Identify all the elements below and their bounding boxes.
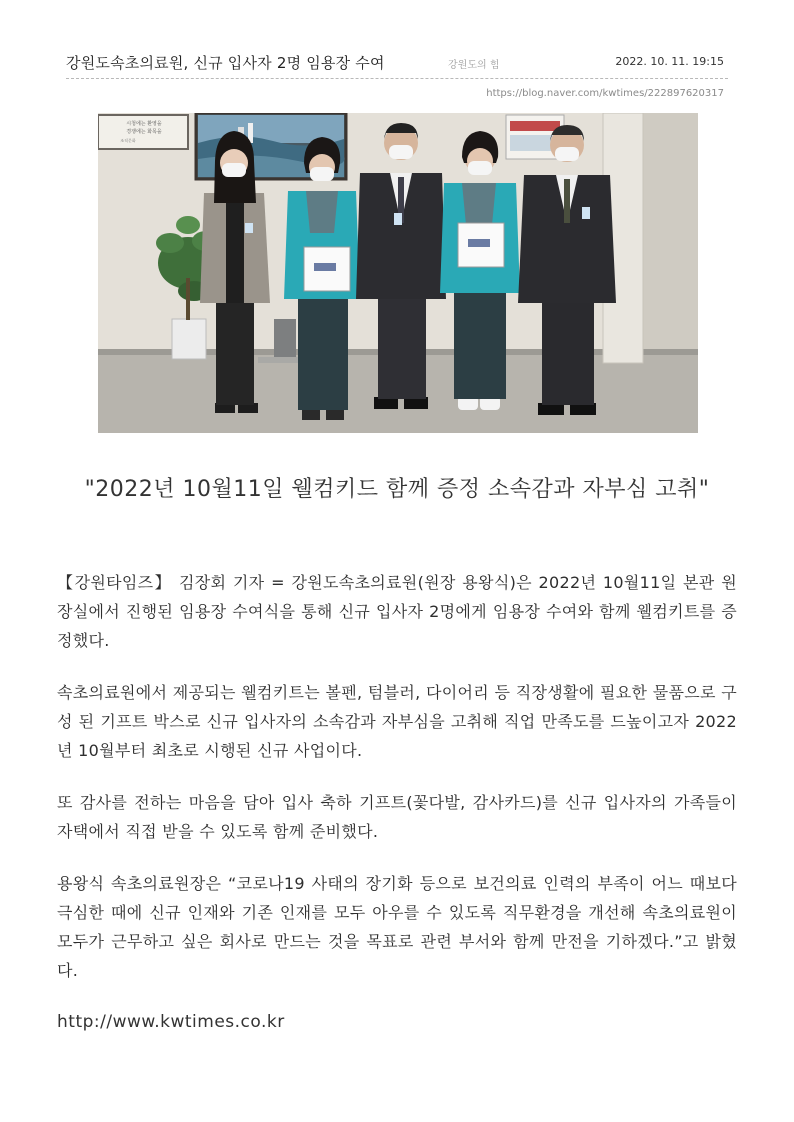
header-divider	[66, 78, 728, 79]
source-label[interactable]: 강원도의 힘	[448, 60, 500, 71]
article-header	[66, 52, 728, 72]
article-paragraph: 또 감사를 전하는 마음을 담아 입사 축하 기프트(꽃다발, 감사카드)를 신규 입사자의 가족들이 자택에서 직접 받을 수 있도록 함께 준비했다.	[57, 793, 737, 841]
article-paragraph: 속초의료원에서 제공되는 웰컴키트는 볼펜, 텀블러, 다이어리 등 직장생활에 필요한 물품으로 구성 된 기프트 박스로 신규 입사자의 소속감과 자부심을 고취해 직업 만족도를 드높이고자 2022년 10월부터 최초로 시행된 신규 사업이다.	[57, 683, 737, 760]
wall-sign-line: 조직문화	[120, 138, 136, 143]
source-url[interactable]: https://blog.naver.com/kwtimes/222897620317	[486, 88, 724, 99]
article-headline: "2022년 10월11일 웰컴키드 함께 증정 소속감과 자부심 고취"	[84, 477, 710, 502]
ceremony-photo	[98, 113, 698, 433]
site-url-link[interactable]: http://www.kwtimes.co.kr	[57, 1012, 285, 1032]
article-title: 강원도속초의료원, 신규 입사자 2명 임용장 수여	[66, 54, 385, 72]
post-date: 2022. 10. 11. 19:15	[615, 55, 724, 68]
wall-sign-line: 시청에는 환영을	[126, 121, 162, 127]
wall-sign-line: 경쟁에는 화목을	[126, 129, 162, 135]
article-paragraph: 【강원타임즈】 김장회 기자 = 강원도속초의료원(원장 용왕식)은 2022년 10월11일 본관 원장실에서 진행된 임용장 수여식을 통해 신규 입사자 2명에게 임용장 수여와 함께 웰컴키트를 증정했다.	[57, 573, 737, 650]
article-paragraph: 용왕식 속초의료원장은 “코로나19 사태의 장기화 등으로 보건의료 인력의 부족이 어느 때보다 극심한 때에 신규 인재와 기존 인재를 모두 아우를 수 있도록 직무환경을 개선해 속초의료원이 모두가 근무하고 싶은 회사로 만드는 것을 목표로 관련 부서와 함께 만전을 기하겠다.”고 밝혔다.	[57, 874, 737, 980]
